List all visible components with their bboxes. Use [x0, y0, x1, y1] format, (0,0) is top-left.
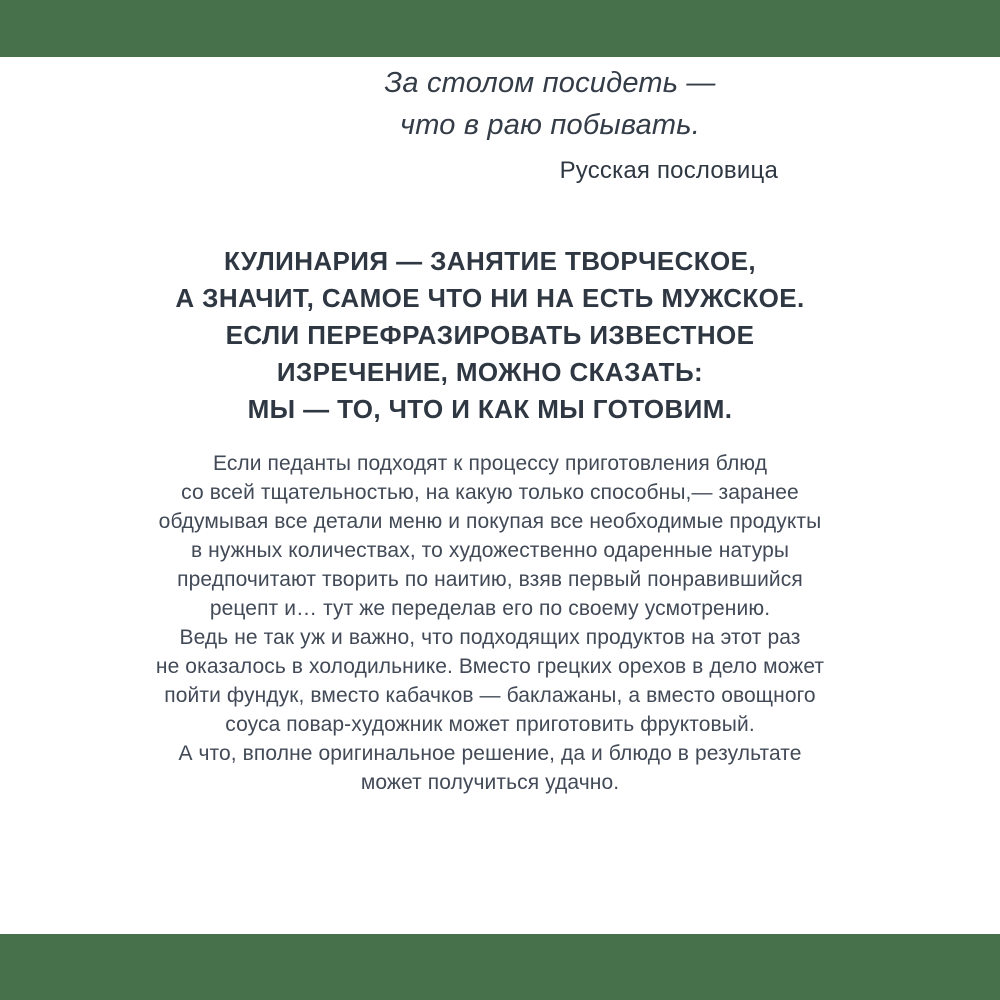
top-green-band: [0, 0, 1000, 57]
body-line: в нужных количествах, то художественно одаренные натуры: [190, 539, 790, 562]
epigraph-line: что в раю побывать.: [400, 109, 700, 141]
body-line: не оказалось в холодильнике. Вместо грецких орехов в дело может: [155, 655, 825, 678]
body-line: А что, вполне оригинальное решение, да и блюдо в результате: [178, 742, 802, 765]
body-line: обдумывая все детали меню и покупая все необходимые продукты: [158, 510, 822, 533]
epigraph-lines: [250, 62, 850, 146]
bottom-green-band: [0, 934, 1000, 1000]
body-line: предпочитают творить по наитию, взяв первый понравившийся: [177, 568, 803, 591]
body-line: соуса повар-художник может приготовить фруктовый.: [225, 713, 755, 736]
body-line: со всей тщательностью, на какую только способны,— заранее: [181, 481, 799, 504]
heading-line: А ЗНАЧИТ, САМОЕ ЧТО НИ НА ЕСТЬ МУЖСКОЕ.: [175, 283, 805, 313]
heading-line: ИЗРЕЧЕНИЕ, МОЖНО СКАЗАТЬ:: [276, 357, 704, 387]
heading-line: КУЛИНАРИЯ — ЗАНЯТИЕ ТВОРЧЕСКОЕ,: [223, 246, 757, 276]
body-paragraph: [110, 449, 870, 797]
epigraph-attribution: Русская пословица: [559, 157, 778, 184]
heading-line: МЫ — ТО, ЧТО И КАК МЫ ГОТОВИМ.: [247, 394, 733, 424]
body-line: может получиться удачно.: [360, 771, 620, 794]
epigraph-line: За столом посидеть —: [384, 67, 716, 99]
body-line: Ведь не так уж и важно, что подходящих продуктов на этот раз: [179, 626, 801, 649]
body-line: рецепт и… тут же переделав его по своему усмотрению.: [209, 597, 771, 620]
chapter-heading: [110, 243, 870, 428]
epigraph: [250, 62, 850, 186]
body-line: пойти фундук, вместо кабачков — баклажаны, а вместо овощного: [164, 684, 816, 707]
heading-line: ЕСЛИ ПЕРЕФРАЗИРОВАТЬ ИЗВЕСТНОЕ: [225, 320, 755, 350]
body-line: Если педанты подходят к процессу приготовления блюд: [212, 452, 768, 475]
